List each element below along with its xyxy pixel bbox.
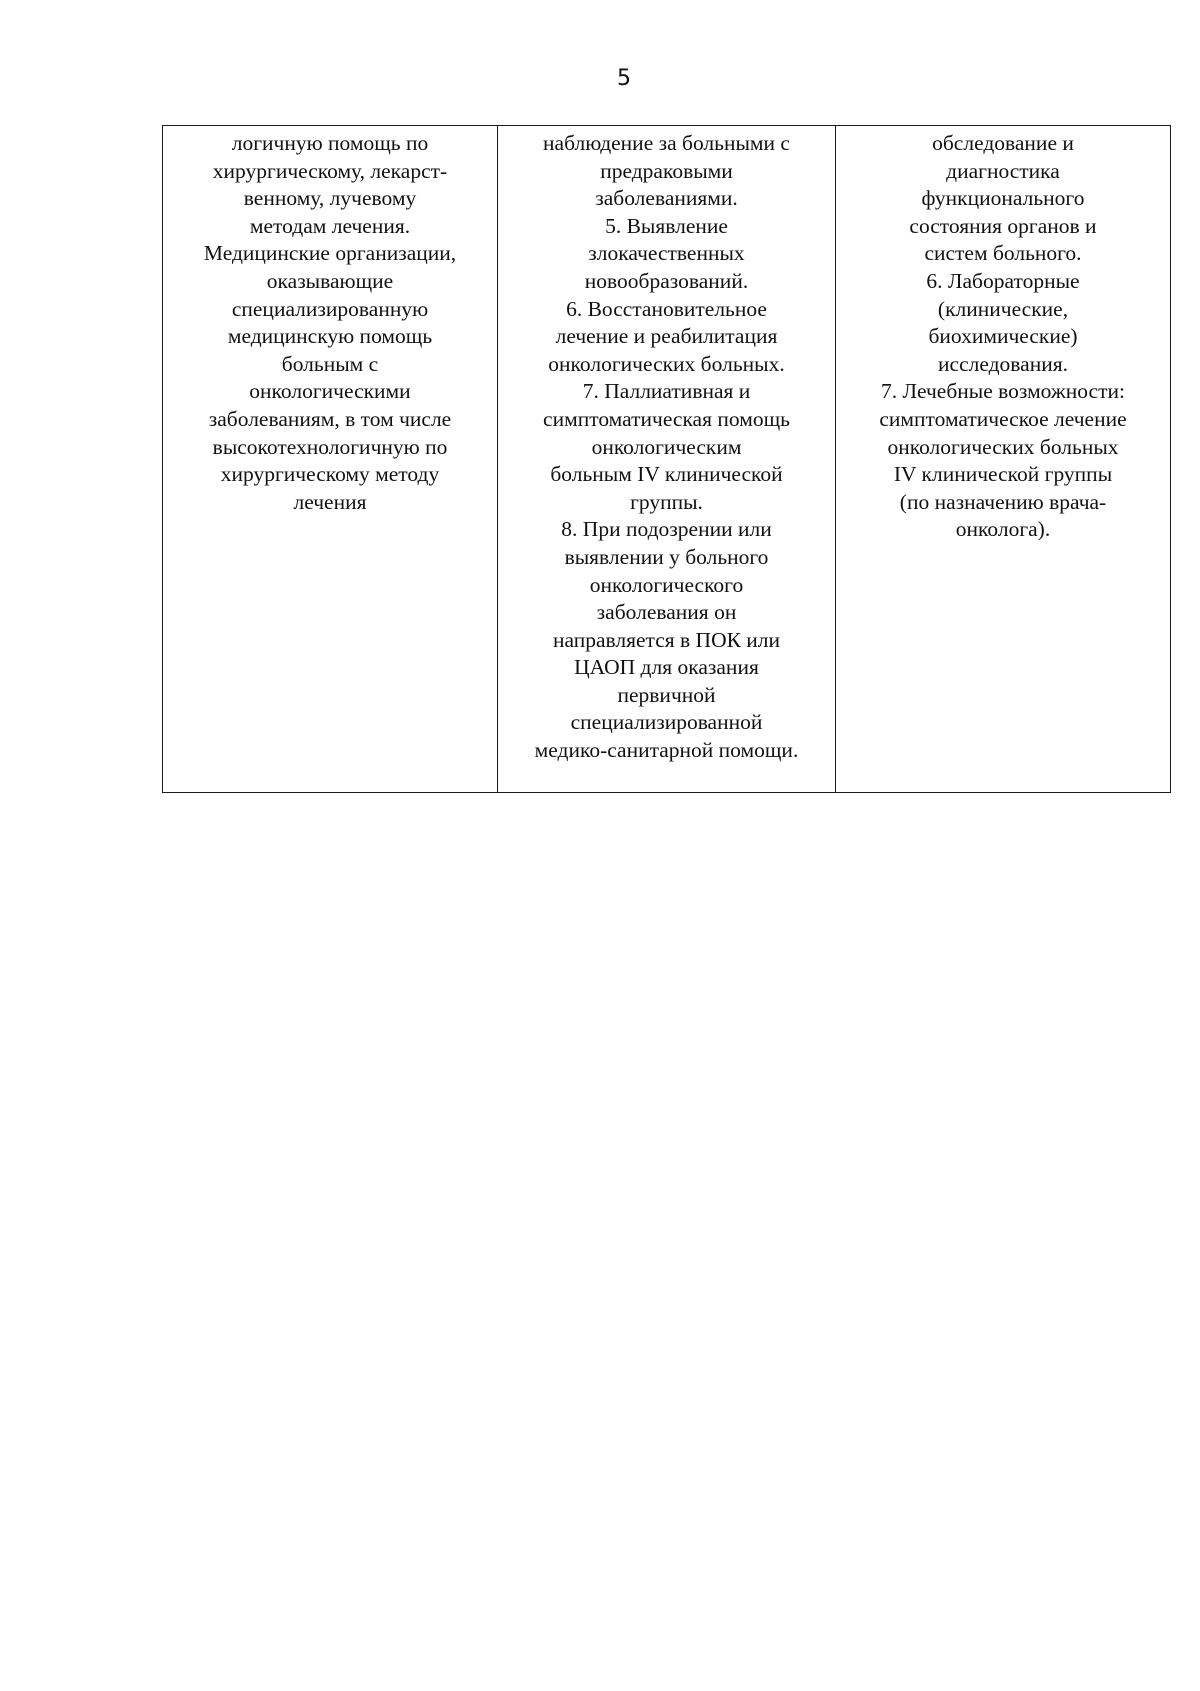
- cell-text-line: венному, лучевому: [243, 186, 417, 211]
- cell-text-line: 5. Выявление: [605, 213, 728, 238]
- cell-text-line: предраковыми: [600, 158, 733, 183]
- cell-text-line: лечения: [293, 489, 367, 514]
- cell-text-line: IV клинической группы: [893, 462, 1113, 487]
- table-cell-column-1: [163, 126, 498, 793]
- cell-text-line: 6. Лабораторные: [926, 268, 1080, 293]
- cell-text-line: медицинскую помощь: [227, 324, 433, 349]
- cell-text-line: злокачественных: [588, 241, 745, 266]
- cell-text-line: хирургическому, лекарст-: [212, 158, 448, 183]
- cell-text-line: больным с: [281, 351, 379, 376]
- cell-text-line: заболевания он: [596, 600, 737, 625]
- cell-text-line: систем больного.: [924, 241, 1082, 266]
- table-row: [163, 126, 1171, 793]
- cell-text-line: хирургическому методу: [220, 462, 440, 487]
- cell-text-line: первичной: [617, 682, 716, 707]
- cell-text-line: специализированной: [570, 710, 763, 735]
- cell-text-line: онкологических больных.: [548, 351, 785, 376]
- cell-text-line: высокотехнологичную по: [212, 434, 448, 459]
- table-cell-column-2: [498, 126, 836, 793]
- page-number: 5: [617, 66, 631, 91]
- cell-text-line: онкологическим: [591, 434, 742, 459]
- cell-text-line: исследования.: [938, 351, 1068, 376]
- cell-text-line: диагностика: [946, 158, 1060, 183]
- cell-text-line: симптоматическая помощь: [543, 406, 790, 431]
- cell-text-line: оказывающие: [266, 268, 394, 293]
- cell-text-line: медико-санитарной помощи.: [534, 738, 799, 763]
- cell-text-line: группы.: [630, 489, 703, 514]
- cell-text-line: 8. При подозрении или: [561, 517, 772, 542]
- cell-text-line: онкологическими: [249, 379, 411, 404]
- cell-text-line: 6. Восстановительное: [566, 296, 767, 321]
- cell-text-line: обследование и: [932, 131, 1074, 155]
- cell-text-line: направляется в ПОК или: [552, 627, 781, 652]
- cell-text-line: методам лечения.: [249, 213, 411, 238]
- cell-text-line: онкологических больных: [887, 434, 1119, 459]
- cell-text-line: 7. Лечебные возможности:: [881, 379, 1125, 404]
- cell-text-line: состояния органов и: [909, 213, 1097, 238]
- cell-text-line: выявлении у больного: [564, 544, 769, 569]
- cell-text-line: наблюдение за больными с: [543, 131, 790, 155]
- cell-text-line: функционального: [921, 186, 1085, 211]
- cell-text-line: биохимические): [928, 324, 1078, 349]
- cell-text-line: больным IV клинической: [550, 462, 783, 487]
- cell-text-line: онкологического: [589, 572, 744, 597]
- cell-text-line: специализированную: [231, 296, 429, 321]
- cell-text-line: новообразований.: [584, 268, 749, 293]
- cell-text-line: заболеваниями.: [595, 186, 738, 211]
- content-table: [162, 125, 1171, 793]
- cell-text-line: заболеваниям, в том числе: [208, 406, 452, 431]
- cell-text-line: лечение и реабилитация: [555, 324, 778, 349]
- cell-text-line: 7. Паллиативная и: [582, 379, 751, 404]
- cell-text-line: логичную помощь по: [231, 131, 429, 155]
- cell-text-line: (клинические,: [937, 296, 1069, 321]
- cell-text-line: онколога).: [955, 517, 1051, 542]
- table-cell-column-3: [836, 126, 1171, 793]
- cell-text-line: Медицинские организации,: [203, 241, 457, 266]
- cell-text-line: симптоматическое лечение: [879, 406, 1127, 431]
- cell-text-line: (по назначению врача-: [899, 489, 1107, 514]
- cell-text-line: ЦАОП для оказания: [574, 655, 759, 680]
